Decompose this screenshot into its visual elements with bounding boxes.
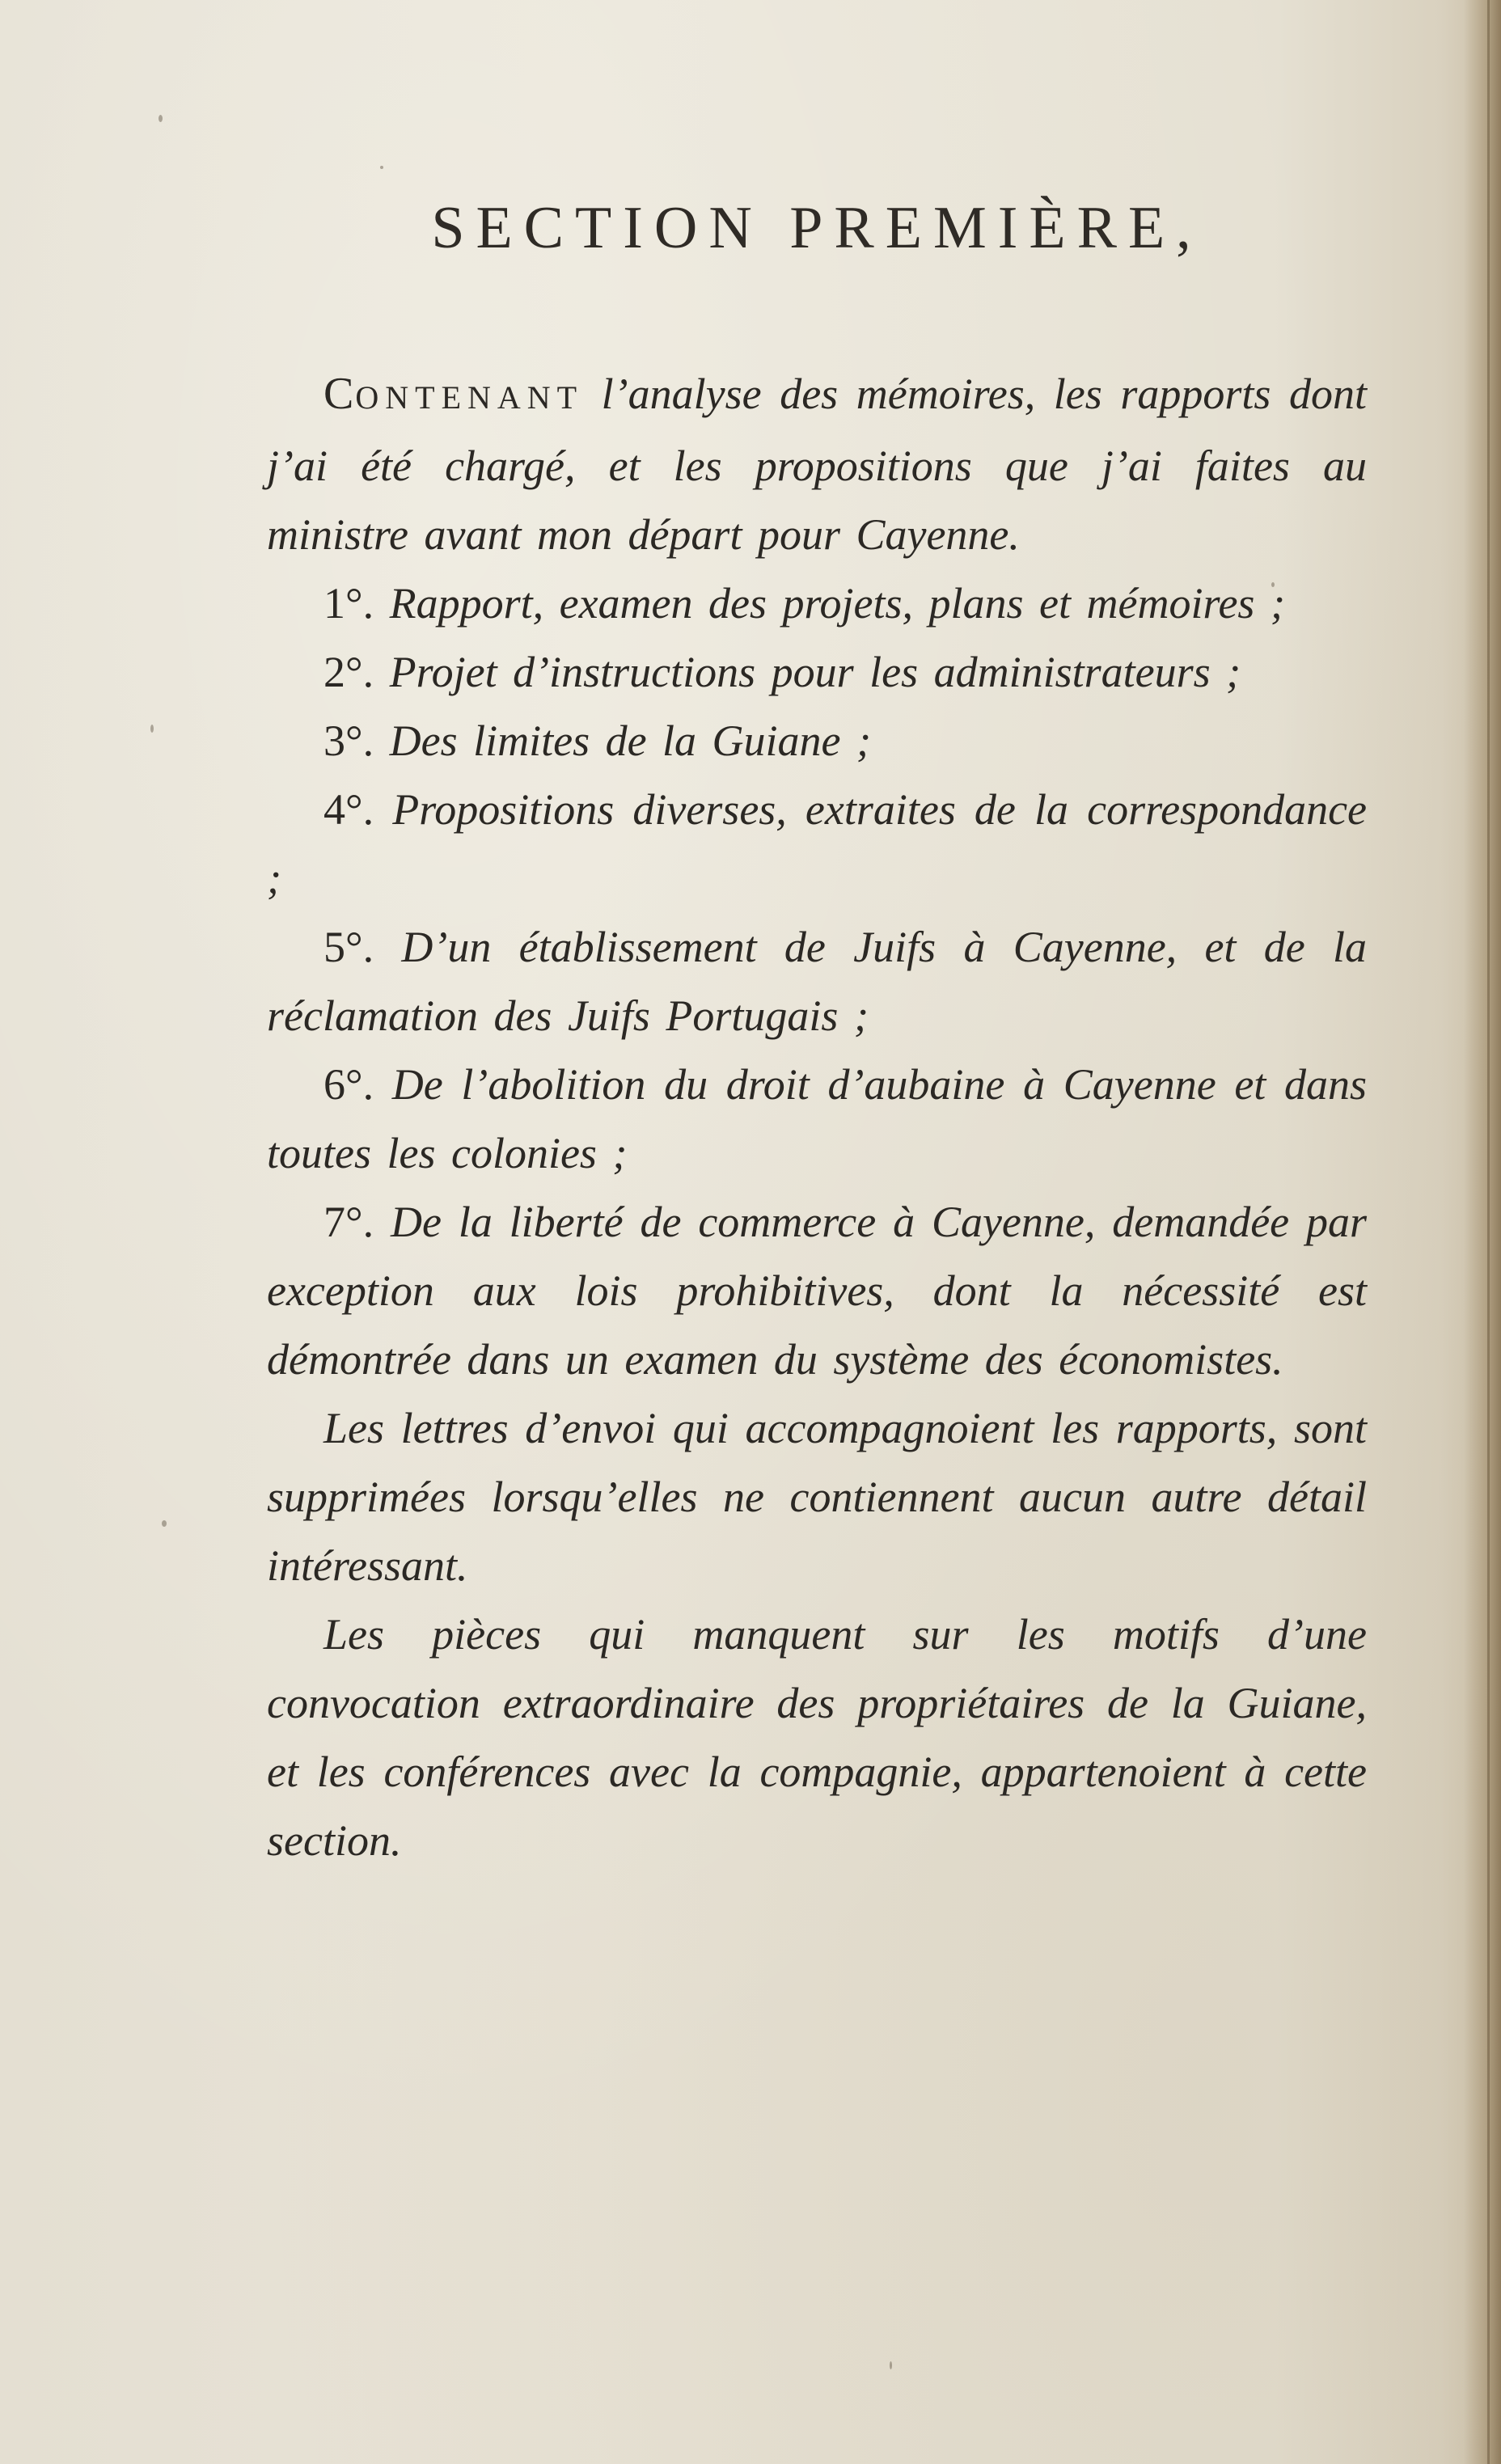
page-content: [267, 194, 1367, 1875]
intro-lead-small: ONTENANT: [355, 379, 584, 416]
paper-speck: [162, 1520, 167, 1527]
item-number: 4°.: [323, 785, 374, 834]
item-number: 6°.: [323, 1060, 374, 1109]
list-item: [267, 569, 1367, 638]
intro-text: l’analyse des mémoires, les rapports dont j’ai été chargé, et les propositions que j’ai faites au ministre avant mon départ pour Cayenne.: [267, 370, 1367, 559]
item-number: 5°.: [323, 923, 374, 971]
body-paragraph: Les lettres d’envoi qui accompagnoient les rapports, sont supprimées lorsqu’elles ne contiennent aucun autre détail intéressant.: [267, 1404, 1367, 1590]
item-text: D’un établissement de Juifs à Cayenne, et de la réclamation des Juifs Portugais ;: [267, 923, 1367, 1040]
page-edge-line: [1487, 0, 1490, 2464]
paper-speck: [159, 115, 163, 122]
paper-speck: [150, 725, 154, 733]
item-text: Projet d’instructions pour les administrateurs ;: [389, 648, 1241, 696]
item-number: 1°.: [323, 579, 374, 628]
list-item: [267, 913, 1367, 1050]
item-number: 7°.: [323, 1198, 374, 1246]
list-item: [267, 776, 1367, 913]
item-text: Rapport, examen des projets, plans et mémoires ;: [389, 579, 1285, 628]
item-text: De l’abolition du droit d’aubaine à Cayenne et dans toutes les colonies ;: [267, 1060, 1367, 1177]
paper-speck: [890, 2361, 892, 2369]
item-text: Des limites de la Guiane ;: [389, 716, 872, 765]
list-item: [267, 1050, 1367, 1188]
page-edge-shadow: [1464, 0, 1501, 2464]
body-paragraph: Les pièces qui manquent sur les motifs d’une convocation extraordinaire des propriétaires de la Guiane, et les conférences avec la compagnie, appartenoient à cette section.: [267, 1610, 1367, 1865]
list-item: [267, 707, 1367, 776]
item-text: De la liberté de commerce à Cayenne, demandée par exception aux lois prohibitives, dont la nécessité est démontrée dans un examen du système des économistes.: [267, 1198, 1368, 1384]
intro-lead-cap: C: [323, 369, 356, 419]
paper-speck: [380, 166, 383, 169]
list-item: [267, 638, 1367, 707]
item-text: Propositions diverses, extraites de la correspondance ;: [267, 785, 1368, 902]
intro-lead: [323, 369, 584, 419]
list-item: [267, 1188, 1367, 1394]
item-number: 2°.: [323, 648, 374, 696]
section-heading: SECTION PREMIÈRE,: [431, 195, 1203, 261]
item-number: 3°.: [323, 716, 374, 765]
intro-paragraph: [267, 360, 1367, 569]
